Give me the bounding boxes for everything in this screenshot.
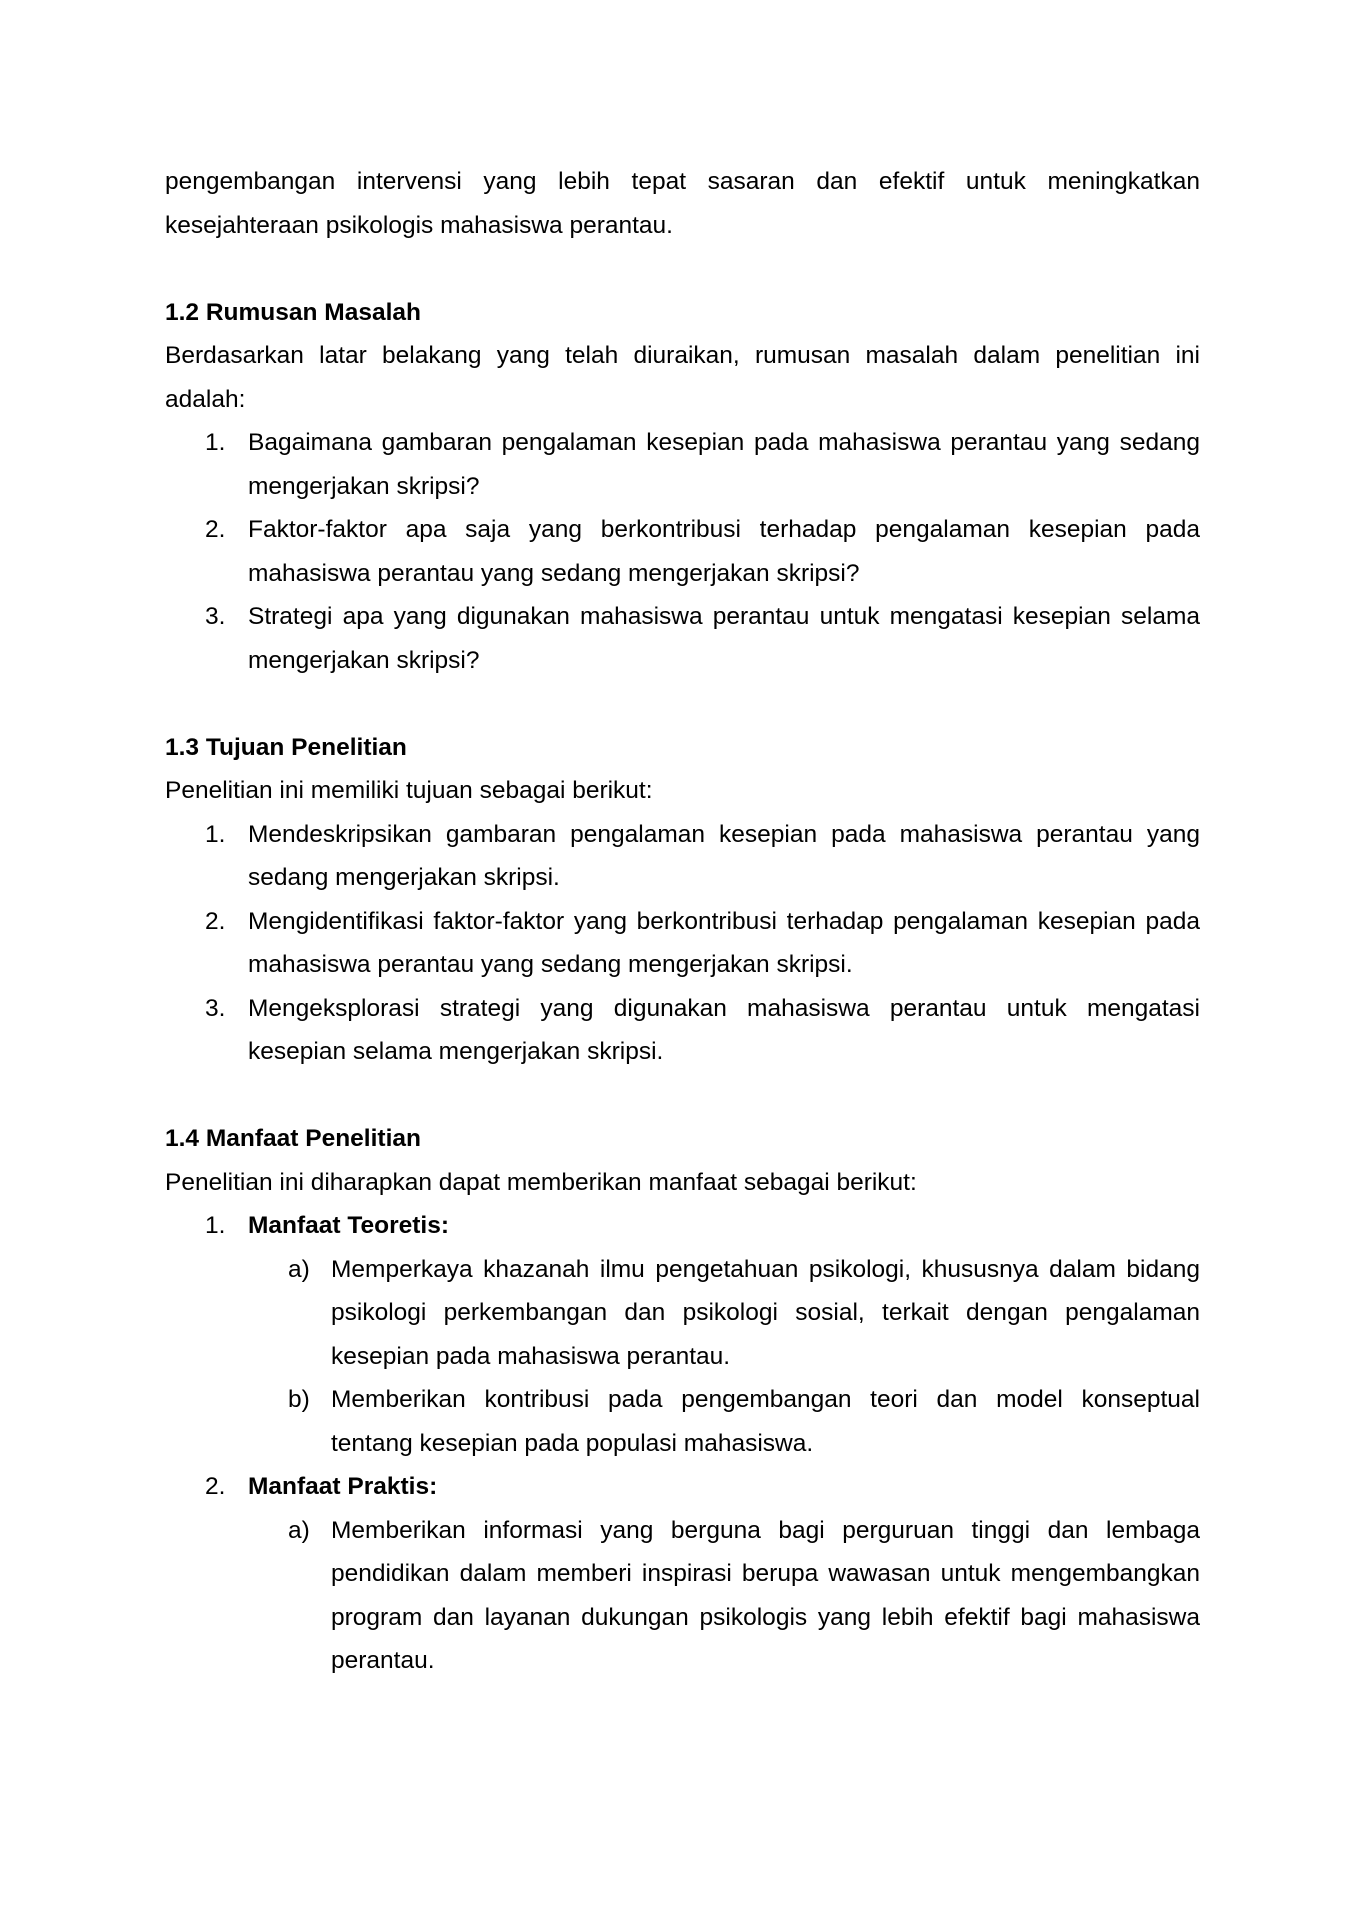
list-letter: b) [288, 1386, 310, 1413]
benefit-label: Manfaat Teoretis: [248, 1212, 450, 1239]
list-number: 3. [205, 994, 226, 1022]
list-item [165, 421, 1200, 508]
list-item-text: Mengeksplorasi strategi yang digunakan mahasiswa perantau untuk mengatasi kesepian selama mengerjakan skripsi. [248, 994, 1200, 1065]
list-number: 1. [205, 429, 226, 456]
section-lead: Berdasarkan latar belakang yang telah diuraikan, rumusan masalah dalam penelitian ini adalah: [165, 342, 1200, 413]
list-item-text: Faktor-faktor apa saja yang berkontribusi terhadap pengalaman kesepian pada mahasiswa perantau yang sedang mengerjakan skripsi? [248, 516, 1200, 587]
section-heading: 1.4 Manfaat Penelitian [165, 1125, 421, 1152]
intro-paragraph: pengembangan intervensi yang lebih tepat sasaran dan efektif untuk meningkatkan kesejahteraan psikologis mahasiswa perantau. [165, 168, 1200, 239]
numbered-list [165, 421, 1200, 682]
section-heading: 1.3 Tujuan Penelitian [165, 733, 407, 761]
list-number: 1. [205, 1212, 226, 1239]
numbered-list [165, 1204, 1200, 1683]
numbered-list [165, 813, 1200, 1074]
section-tujuan-penelitian [165, 726, 1200, 1074]
list-item-text: Strategi apa yang digunakan mahasiswa perantau untuk mengatasi kesepian selama mengerjakan skripsi? [248, 603, 1200, 674]
section-rumusan-masalah [165, 291, 1200, 683]
list-number: 2. [205, 516, 226, 543]
list-number: 2. [205, 1473, 226, 1500]
list-item [165, 900, 1200, 987]
list-item-text: Memberikan kontribusi pada pengembangan teori dan model konseptual tentang kesepian pada populasi mahasiswa. [331, 1386, 1200, 1457]
section-lead: Penelitian ini diharapkan dapat memberikan manfaat sebagai berikut: [165, 1168, 917, 1196]
section-lead: Penelitian ini memiliki tujuan sebagai berikut: [165, 777, 653, 804]
list-item [165, 813, 1200, 900]
list-item [165, 987, 1200, 1074]
list-letter: a) [288, 1255, 310, 1283]
lettered-list [248, 1509, 1200, 1683]
list-item-text: Mendeskripsikan gambaran pengalaman kesepian pada mahasiswa perantau yang sedang mengerjakan skripsi. [248, 820, 1200, 891]
list-item [165, 1465, 1200, 1683]
list-item [165, 1204, 1200, 1465]
list-number: 2. [205, 907, 226, 935]
list-item [165, 508, 1200, 595]
list-item-text: Memberikan informasi yang berguna bagi perguruan tinggi dan lembaga pendidikan dalam memberi inspirasi berupa wawasan untuk mengembangkan program dan layanan dukungan psikologis yang lebih efektif bagi mahasiswa perantau. [331, 1516, 1200, 1674]
list-item [248, 1378, 1200, 1465]
list-item-text: Bagaimana gambaran pengalaman kesepian pada mahasiswa perantau yang sedang mengerjakan skripsi? [248, 429, 1200, 500]
lettered-list [248, 1248, 1200, 1466]
list-item-text: Memperkaya khazanah ilmu pengetahuan psikologi, khususnya dalam bidang psikologi perkembangan dan psikologi sosial, terkait dengan pengalaman kesepian pada mahasiswa perantau. [331, 1255, 1200, 1370]
list-item [248, 1248, 1200, 1379]
list-letter: a) [288, 1516, 310, 1544]
benefit-label: Manfaat Praktis: [248, 1473, 438, 1500]
document-page [165, 160, 1200, 1683]
section-manfaat-penelitian [165, 1117, 1200, 1683]
list-item [248, 1509, 1200, 1683]
list-number: 1. [205, 820, 226, 848]
list-item-text: Mengidentifikasi faktor-faktor yang berkontribusi terhadap pengalaman kesepian pada mahasiswa perantau yang sedang mengerjakan skripsi. [248, 907, 1200, 978]
section-heading: 1.2 Rumusan Masalah [165, 298, 421, 326]
list-number: 3. [205, 603, 226, 630]
list-item [165, 595, 1200, 682]
